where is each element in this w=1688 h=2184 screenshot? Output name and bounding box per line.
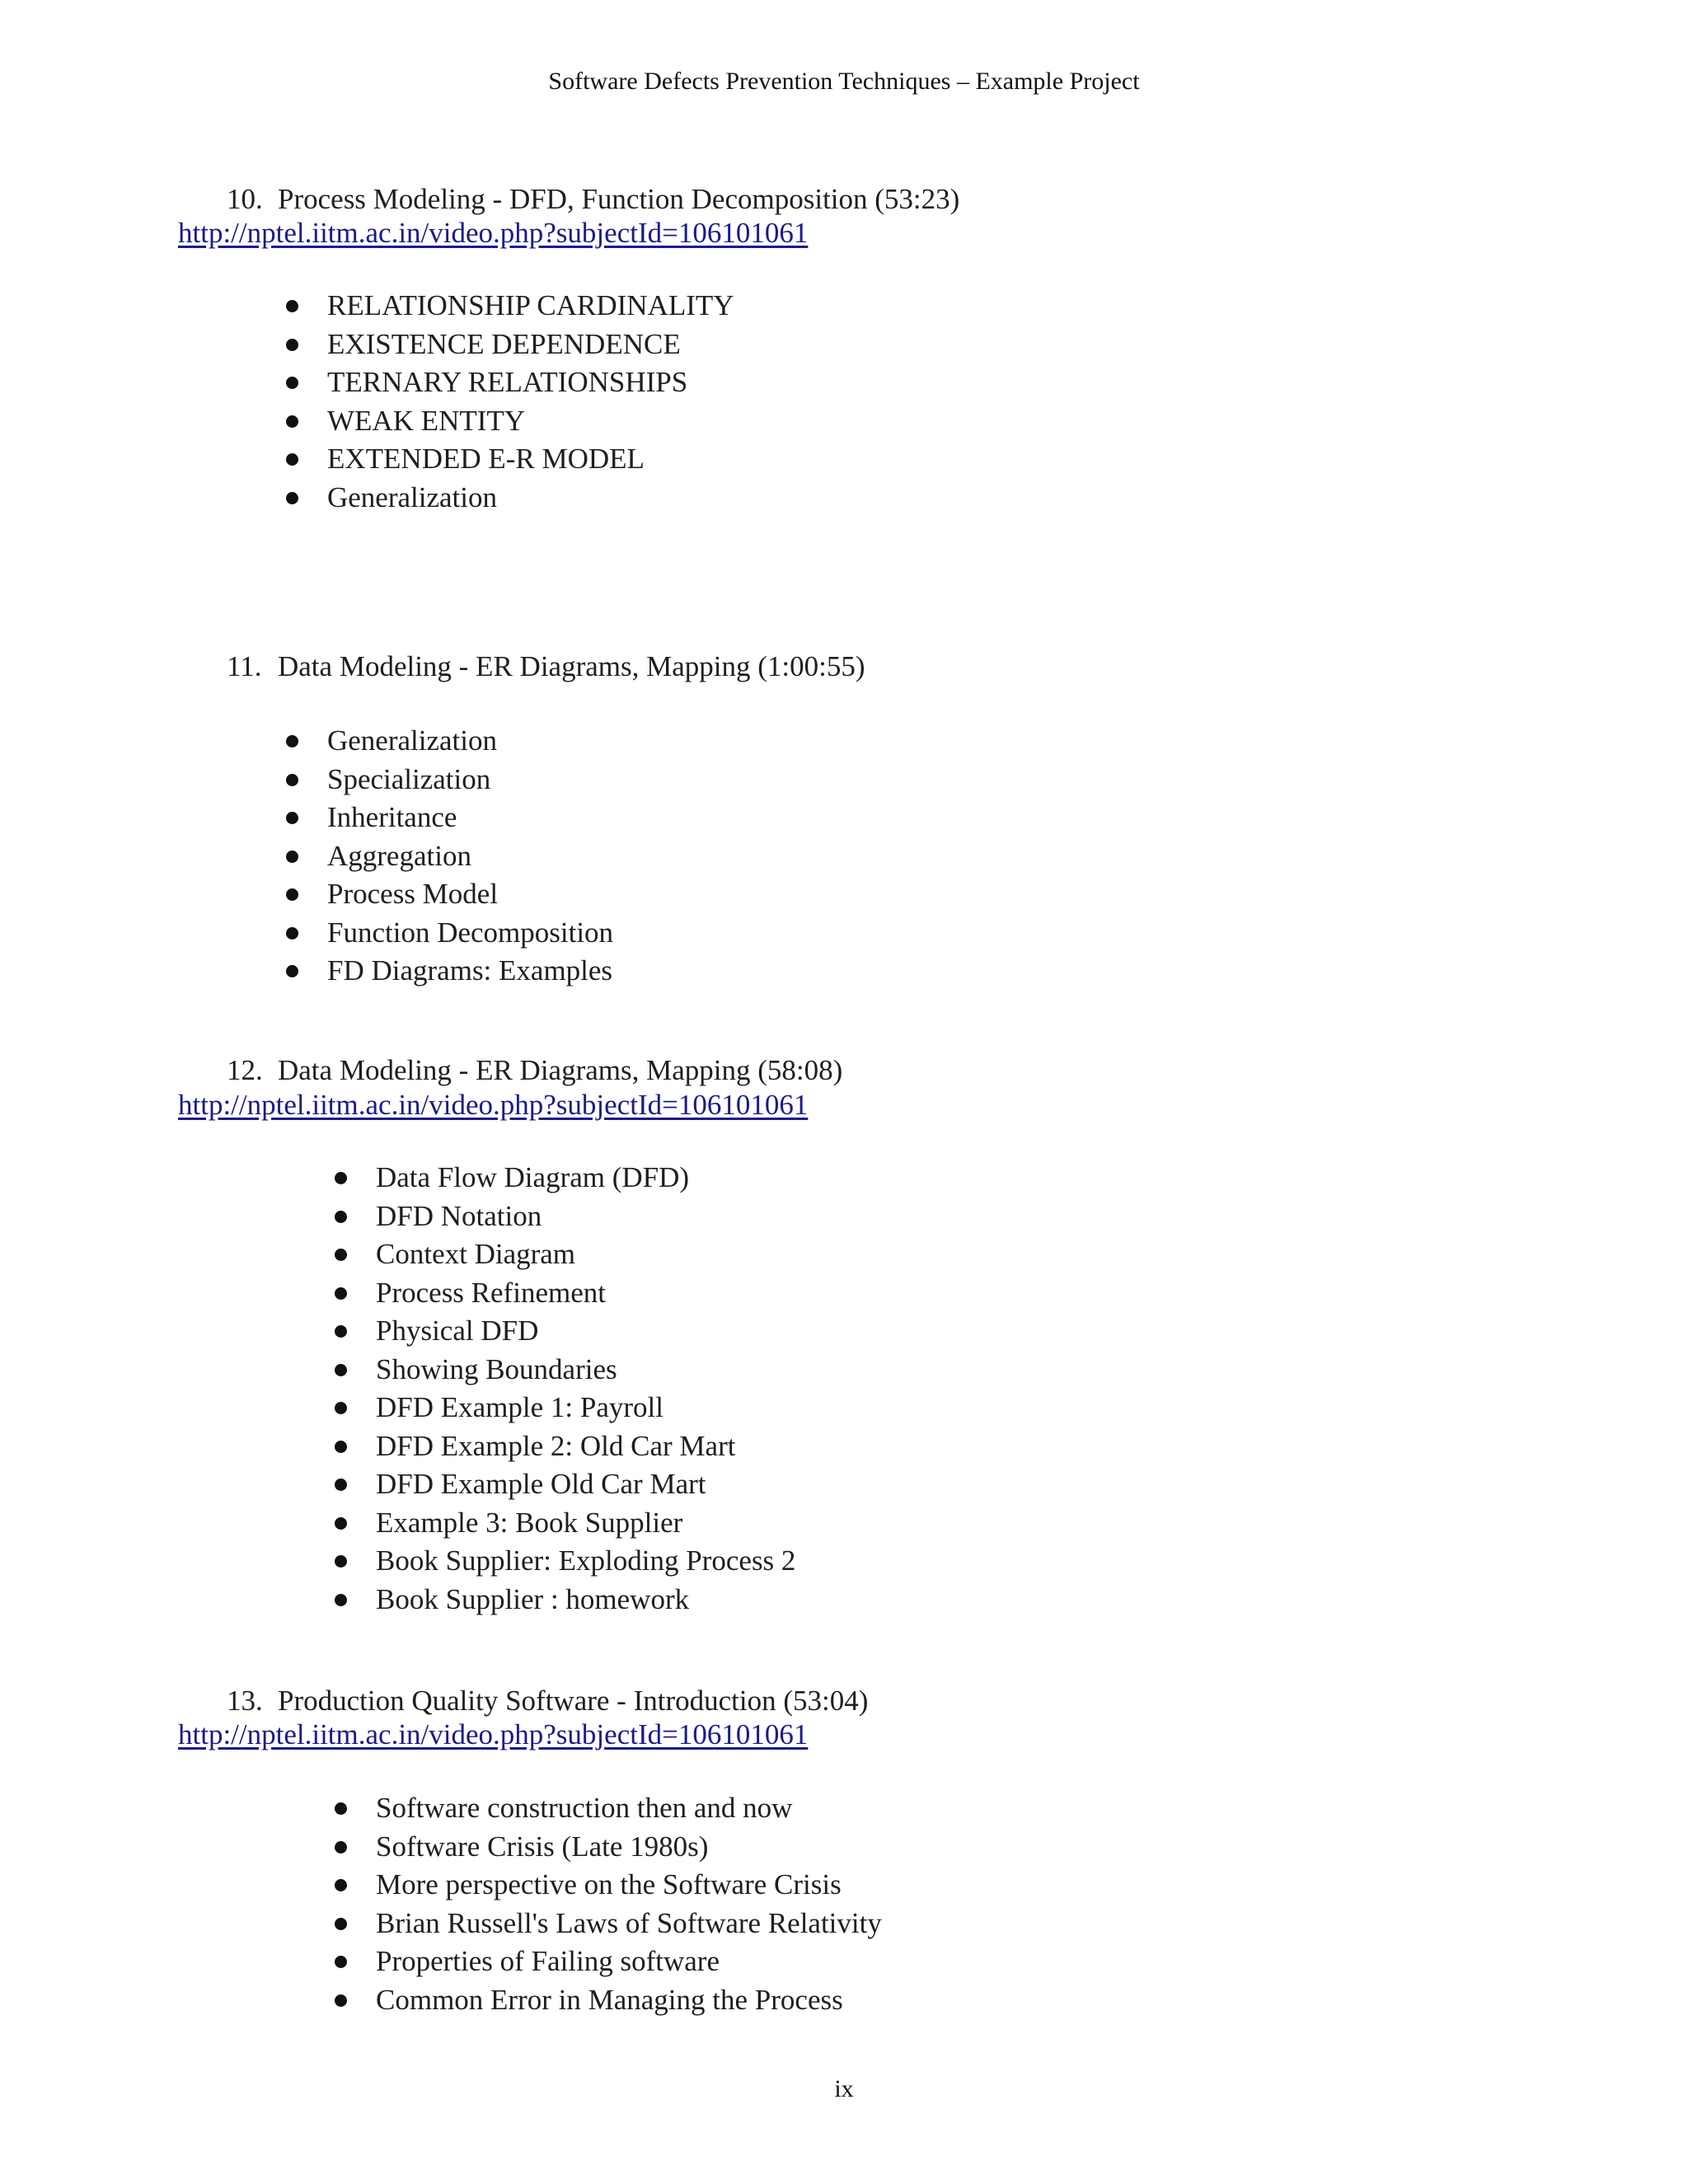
list-item: Book Supplier : homework [376, 1581, 795, 1619]
bullet-icon [335, 1517, 347, 1530]
bullet-icon [286, 453, 298, 466]
bullet-icon [335, 1249, 347, 1261]
bullet-icon [286, 812, 298, 824]
video-link[interactable]: http://nptel.iitm.ac.in/video.php?subjectId=106101061 [178, 1089, 809, 1121]
list-item: Example 3: Book Supplier [376, 1504, 795, 1543]
list-item: More perspective on the Software Crisis [376, 1866, 882, 1905]
bullet-icon [286, 492, 298, 504]
bullet-icon [286, 851, 298, 863]
bullet-icon [286, 888, 298, 901]
topic-list [327, 287, 734, 517]
bullet-icon [335, 1918, 347, 1930]
list-item: DFD Example Old Car Mart [376, 1465, 795, 1504]
section-title [227, 649, 865, 684]
list-item: Brian Russell's Laws of Software Relativity [376, 1905, 882, 1943]
list-item: Generalization [327, 479, 734, 518]
section-title-text: Process Modeling - DFD, Function Decomposition (53:23) [278, 183, 960, 215]
bullet-icon [286, 735, 298, 748]
bullet-icon [286, 339, 298, 351]
bullet-icon [286, 774, 298, 786]
list-item: EXISTENCE DEPENDENCE [327, 326, 734, 364]
list-item: RELATIONSHIP CARDINALITY [327, 287, 734, 326]
bullet-icon [335, 1841, 347, 1854]
list-item: Showing Boundaries [376, 1351, 795, 1390]
list-item: DFD Example 2: Old Car Mart [376, 1427, 795, 1466]
list-item: Software construction then and now [376, 1789, 882, 1828]
video-link[interactable]: http://nptel.iitm.ac.in/video.php?subjectId=106101061 [178, 217, 809, 249]
bullet-icon [335, 1441, 347, 1453]
list-item: Aggregation [327, 837, 613, 876]
topic-list [376, 1159, 795, 1619]
bullet-icon [335, 1594, 347, 1606]
section-number: 12. [227, 1054, 263, 1086]
page-header: Software Defects Prevention Techniques – Example Project [548, 68, 1140, 95]
section-title-text: Data Modeling - ER Diagrams, Mapping (1:00:55) [278, 650, 865, 682]
topic-list [376, 1789, 882, 2019]
list-item: Book Supplier: Exploding Process 2 [376, 1542, 795, 1581]
list-item: Common Error in Managing the Process [376, 1981, 882, 2020]
bullet-icon [335, 1172, 347, 1184]
list-item: Software Crisis (Late 1980s) [376, 1828, 882, 1867]
bullet-icon [286, 965, 298, 977]
bullet-icon [335, 1211, 347, 1223]
section-title [227, 1684, 868, 1718]
section-title-text: Data Modeling - ER Diagrams, Mapping (58:08) [278, 1054, 843, 1086]
section-number: 10. [227, 183, 263, 215]
list-item: Specialization [327, 761, 613, 799]
bullet-icon [335, 1994, 347, 2007]
list-item: WEAK ENTITY [327, 402, 734, 441]
section-number: 11. [227, 650, 262, 682]
bullet-icon [335, 1802, 347, 1815]
list-item: TERNARY RELATIONSHIPS [327, 363, 734, 402]
bullet-icon [335, 1402, 347, 1414]
list-item: FD Diagrams: Examples [327, 952, 613, 991]
list-item: Process Model [327, 875, 613, 914]
list-item: Process Refinement [376, 1274, 795, 1313]
page-number: ix [834, 2075, 854, 2102]
list-item: Generalization [327, 722, 613, 761]
list-item: Data Flow Diagram (DFD) [376, 1159, 795, 1197]
list-item: Physical DFD [376, 1312, 795, 1351]
list-item: EXTENDED E-R MODEL [327, 440, 734, 479]
section-title [227, 182, 959, 217]
bullet-icon [335, 1287, 347, 1300]
bullet-icon [286, 927, 298, 940]
video-link[interactable]: http://nptel.iitm.ac.in/video.php?subjectId=106101061 [178, 1718, 809, 1750]
list-item: DFD Notation [376, 1197, 795, 1236]
list-item: DFD Example 1: Payroll [376, 1389, 795, 1427]
bullet-icon [335, 1879, 347, 1891]
topic-list [327, 722, 613, 991]
bullet-icon [335, 1555, 347, 1568]
bullet-icon [335, 1479, 347, 1491]
bullet-icon [335, 1364, 347, 1376]
list-item: Context Diagram [376, 1235, 795, 1274]
bullet-icon [286, 415, 298, 428]
section-title-text: Production Quality Software - Introduction (53:04) [278, 1685, 869, 1717]
bullet-icon [335, 1956, 347, 1968]
list-item: Properties of Failing software [376, 1943, 882, 1981]
bullet-icon [286, 300, 298, 312]
bullet-icon [335, 1325, 347, 1338]
section-number: 13. [227, 1685, 263, 1717]
section-title [227, 1053, 842, 1088]
list-item: Function Decomposition [327, 914, 613, 953]
bullet-icon [286, 377, 298, 389]
list-item: Inheritance [327, 799, 613, 837]
